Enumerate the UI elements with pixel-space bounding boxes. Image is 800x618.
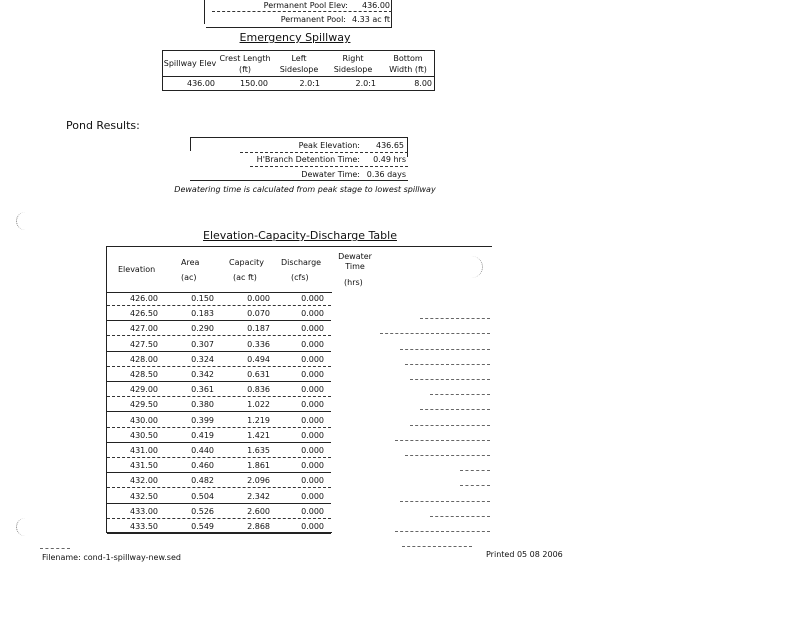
scan-artifact <box>460 470 490 471</box>
cell-area: 0.399 <box>191 416 214 425</box>
scan-artifact <box>430 516 490 517</box>
row-rule <box>107 457 331 458</box>
ecd-header-area: Area <box>181 258 200 267</box>
row-rule <box>107 533 331 534</box>
cell-elevation: 427.00 <box>130 324 158 333</box>
ecd-header-discharge: Discharge <box>281 258 322 267</box>
row-rule <box>107 442 331 443</box>
cell-area: 0.526 <box>191 507 214 516</box>
cell-discharge: 0.000 <box>301 461 324 470</box>
footer-printed: Printed 05 08 2006 <box>486 550 563 559</box>
cell-capacity: 2.096 <box>247 476 270 485</box>
scan-artifact <box>405 455 490 456</box>
row-rule <box>107 487 331 488</box>
spillway-header-bottom: Bottom Width (ft) <box>389 54 427 74</box>
dewater-time-label: Dewater Time: <box>301 170 360 179</box>
ecd-header-area-unit: (ac) <box>181 273 197 282</box>
spillway-value-crest: 150.00 <box>240 79 268 88</box>
cell-area: 0.290 <box>191 324 214 333</box>
cell-area: 0.482 <box>191 476 214 485</box>
scan-artifact <box>410 379 490 380</box>
scan-artifact <box>405 364 490 365</box>
row-rule <box>107 351 331 352</box>
emergency-spillway-title: Emergency Spillway <box>239 31 351 44</box>
spillway-header-left: Left Sideslope <box>279 54 319 74</box>
cell-capacity: 2.600 <box>247 507 270 516</box>
spillway-header-elev: Spillway Elev <box>163 59 217 68</box>
cell-discharge: 0.000 <box>301 476 324 485</box>
ecd-header-dewater-unit: (hrs) <box>344 278 363 287</box>
cell-capacity: 0.631 <box>247 370 270 379</box>
cell-capacity: 1.861 <box>247 461 270 470</box>
cell-capacity: 1.635 <box>247 446 270 455</box>
cell-discharge: 0.000 <box>301 385 324 394</box>
ecd-header-capacity: Capacity <box>229 258 264 267</box>
ecd-table-title: Elevation-Capacity-Discharge Table <box>203 229 397 242</box>
cell-discharge: 0.000 <box>301 400 324 409</box>
ecd-header-discharge-unit: (cfs) <box>291 273 309 282</box>
cell-area: 0.324 <box>191 355 214 364</box>
dewatering-note: Dewatering time is calculated from peak stage to lowest spillway <box>174 185 436 194</box>
cell-area: 0.183 <box>191 309 214 318</box>
row-rule <box>107 472 331 473</box>
cell-capacity: 1.022 <box>247 400 270 409</box>
row-rule <box>107 396 331 397</box>
cell-area: 0.419 <box>191 431 214 440</box>
scan-artifact <box>430 394 490 395</box>
cell-area: 0.440 <box>191 446 214 455</box>
scan-artifact <box>410 425 490 426</box>
permanent-pool-label: Permanent Pool: <box>280 15 346 24</box>
cell-elevation: 427.50 <box>130 340 158 349</box>
cell-area: 0.504 <box>191 492 214 501</box>
scan-artifact <box>420 318 490 319</box>
cell-discharge: 0.000 <box>301 340 324 349</box>
cell-elevation: 433.50 <box>130 522 158 531</box>
cell-elevation: 432.00 <box>130 476 158 485</box>
footer-rule <box>402 546 472 547</box>
cell-capacity: 0.070 <box>247 309 270 318</box>
row-rule <box>107 305 331 306</box>
cell-elevation: 426.00 <box>130 294 158 303</box>
spillway-value-bottom: 8.00 <box>414 79 432 88</box>
detention-time-label: H'Branch Detention Time: <box>256 155 360 164</box>
ecd-header-capacity-unit: (ac ft) <box>233 273 257 282</box>
cell-capacity: 0.836 <box>247 385 270 394</box>
spillway-header-crest: Crest Length (ft) <box>219 54 271 74</box>
row-rule <box>107 320 331 321</box>
cell-capacity: 2.342 <box>247 492 270 501</box>
cell-elevation: 429.00 <box>130 385 158 394</box>
scan-artifact <box>460 256 483 278</box>
footer-filename: Filename: cond-1-spillway-new.sed <box>42 553 181 562</box>
cell-elevation: 432.50 <box>130 492 158 501</box>
ecd-header-dewater: Dewater Time <box>338 252 372 271</box>
scan-artifact <box>400 349 490 350</box>
cell-discharge: 0.000 <box>301 294 324 303</box>
scan-artifact <box>420 409 490 410</box>
cell-elevation: 431.00 <box>130 446 158 455</box>
cell-discharge: 0.000 <box>301 492 324 501</box>
row-rule <box>107 427 331 428</box>
cell-elevation: 429.50 <box>130 400 158 409</box>
cell-discharge: 0.000 <box>301 355 324 364</box>
scan-artifact <box>395 440 490 441</box>
peak-elevation-value: 436.65 <box>376 141 404 150</box>
cell-area: 0.150 <box>191 294 214 303</box>
cell-discharge: 0.000 <box>301 416 324 425</box>
permanent-pool-elev-value: 436.00 <box>362 1 390 10</box>
spillway-value-right: 2.0:1 <box>355 79 376 88</box>
cell-capacity: 2.868 <box>247 522 270 531</box>
binder-hole-mark <box>16 212 35 230</box>
row-rule <box>107 381 331 382</box>
footer-rule <box>40 548 70 549</box>
cell-discharge: 0.000 <box>301 522 324 531</box>
cell-discharge: 0.000 <box>301 309 324 318</box>
row-rule <box>107 518 331 519</box>
spillway-value-elev: 436.00 <box>187 79 215 88</box>
cell-capacity: 1.421 <box>247 431 270 440</box>
detention-time-value: 0.49 hrs <box>373 155 406 164</box>
cell-discharge: 0.000 <box>301 446 324 455</box>
permanent-pool-elev-label: Permanent Pool Elev: <box>263 1 348 10</box>
dewater-time-value: 0.36 days <box>366 170 406 179</box>
spillway-value-left: 2.0:1 <box>299 79 320 88</box>
cell-elevation: 433.00 <box>130 507 158 516</box>
cell-discharge: 0.000 <box>301 324 324 333</box>
cell-area: 0.460 <box>191 461 214 470</box>
ecd-header-elevation: Elevation <box>118 265 156 274</box>
cell-discharge: 0.000 <box>301 370 324 379</box>
cell-elevation: 430.50 <box>130 431 158 440</box>
binder-hole-mark <box>16 518 35 536</box>
cell-area: 0.549 <box>191 522 214 531</box>
cell-capacity: 0.336 <box>247 340 270 349</box>
cell-elevation: 428.00 <box>130 355 158 364</box>
cell-discharge: 0.000 <box>301 507 324 516</box>
scan-artifact <box>400 501 490 502</box>
permanent-pool-value: 4.33 ac ft <box>351 15 390 24</box>
spillway-header-right: Right Sideslope <box>333 54 373 74</box>
cell-elevation: 426.50 <box>130 309 158 318</box>
row-rule <box>107 503 331 504</box>
cell-area: 0.342 <box>191 370 214 379</box>
scan-artifact <box>380 333 490 334</box>
cell-elevation: 430.00 <box>130 416 158 425</box>
cell-elevation: 431.50 <box>130 461 158 470</box>
row-rule <box>107 335 331 336</box>
cell-capacity: 0.494 <box>247 355 270 364</box>
scan-artifact <box>395 531 490 532</box>
cell-capacity: 1.219 <box>247 416 270 425</box>
cell-capacity: 0.187 <box>247 324 270 333</box>
peak-elevation-label: Peak Elevation: <box>298 141 360 150</box>
scan-artifact <box>460 485 490 486</box>
cell-area: 0.307 <box>191 340 214 349</box>
cell-area: 0.380 <box>191 400 214 409</box>
cell-area: 0.361 <box>191 385 214 394</box>
cell-capacity: 0.000 <box>247 294 270 303</box>
cell-discharge: 0.000 <box>301 431 324 440</box>
row-rule <box>107 411 331 412</box>
pond-results-title: Pond Results: <box>66 119 140 132</box>
cell-elevation: 428.50 <box>130 370 158 379</box>
row-rule <box>107 366 331 367</box>
